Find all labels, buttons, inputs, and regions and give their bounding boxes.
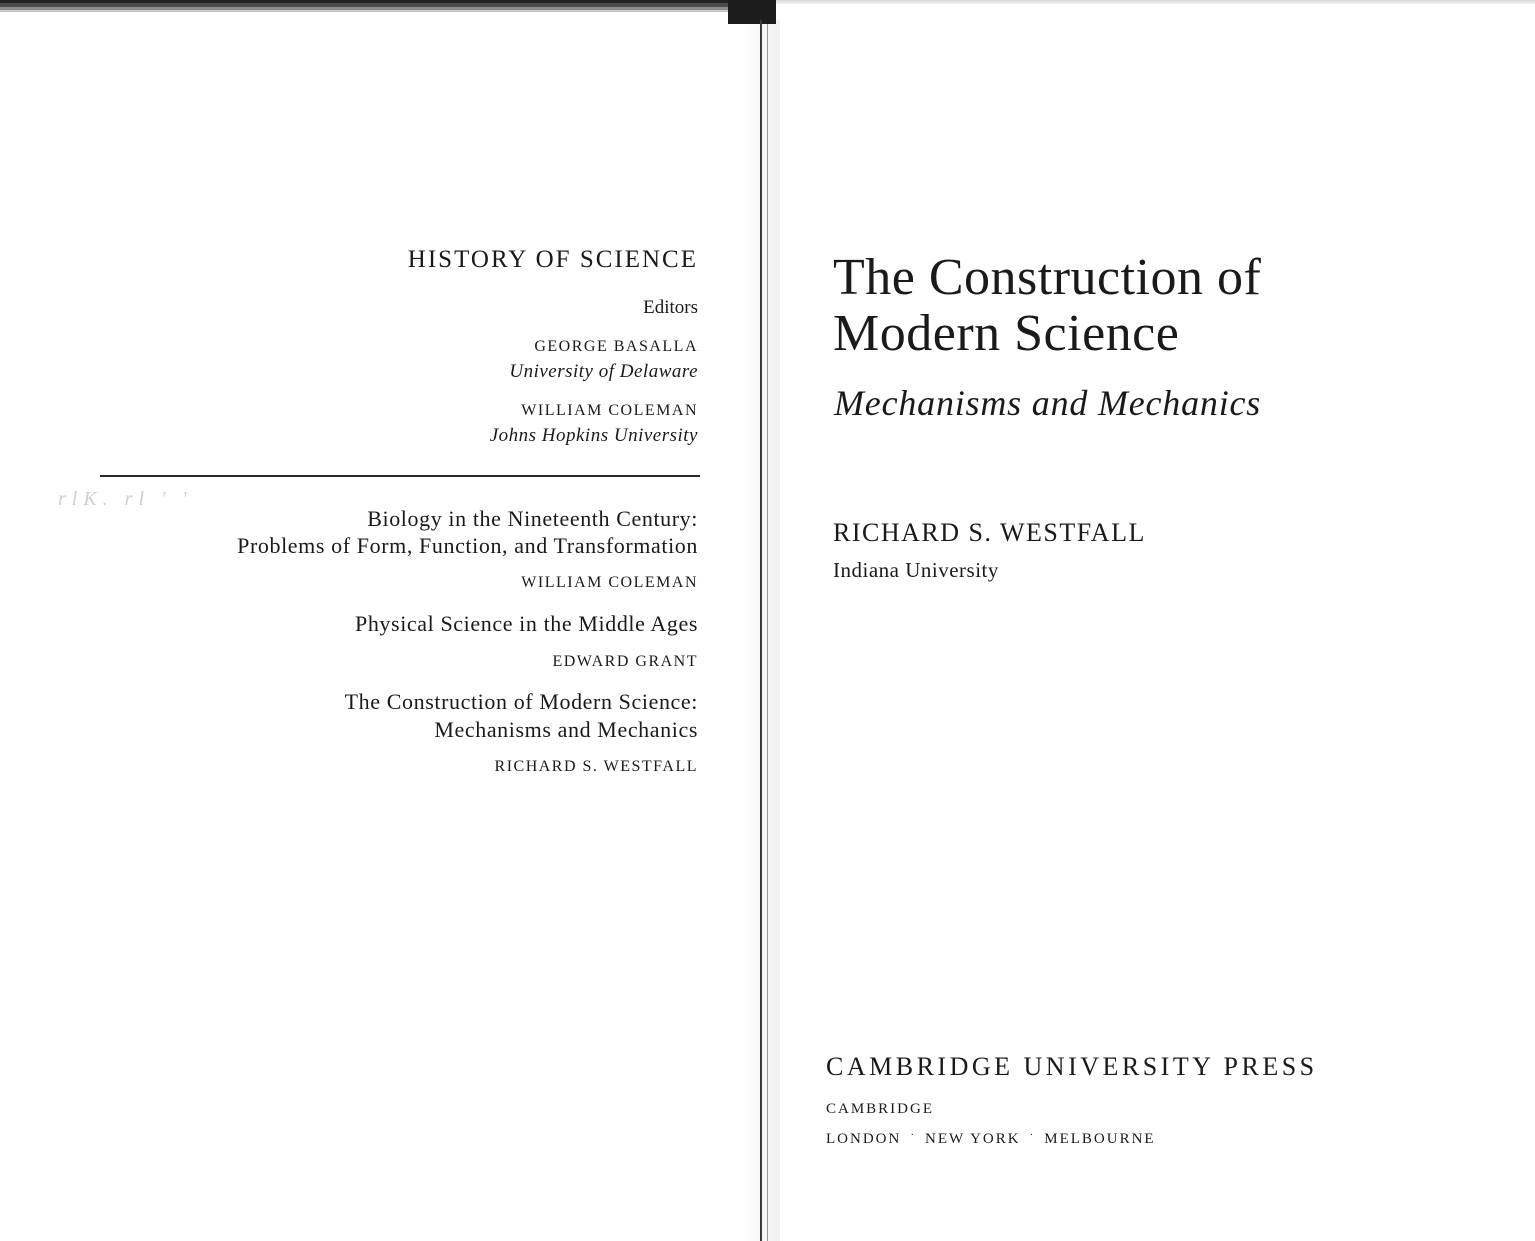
city-name: NEW YORK (925, 1131, 1021, 1147)
editor-affiliation: Johns Hopkins University (489, 425, 698, 446)
series-title: HISTORY OF SCIENCE (407, 246, 698, 273)
page-top-edge-right (776, 0, 1535, 4)
faded-stamp-mark: rlK. rl ' ' (58, 488, 193, 510)
editor-affiliation: University of Delaware (509, 361, 698, 382)
author-affiliation: Indiana University (833, 558, 999, 582)
page-top-edge-left (0, 0, 775, 12)
book-gutter-inner (767, 24, 768, 1241)
author-name: RICHARD S. WESTFALL (833, 518, 1146, 547)
editor-name: WILLIAM COLEMAN (521, 402, 698, 419)
editor-name: GEORGE BASALLA (534, 338, 698, 355)
book-author: RICHARD S. WESTFALL (494, 758, 698, 775)
book-gutter (760, 20, 762, 1241)
editors-label: Editors (643, 297, 698, 318)
book-title-line: The Construction of (833, 249, 1262, 306)
city-name: LONDON (826, 1131, 902, 1147)
book-author: EDWARD GRANT (552, 653, 698, 670)
book-title-line: Modern Science (833, 305, 1180, 362)
publisher-name: CAMBRIDGE UNIVERSITY PRESS (826, 1052, 1318, 1081)
book-title-line: Problems of Form, Function, and Transformation (237, 533, 698, 558)
book-author: WILLIAM COLEMAN (521, 574, 698, 591)
book-title (833, 250, 1261, 362)
book-title-line: The Construction of Modern Science: (344, 689, 698, 714)
book-title-line: Mechanisms and Mechanics (434, 717, 698, 742)
publisher-city: CAMBRIDGE (826, 1101, 935, 1117)
section-divider (100, 475, 700, 477)
book-subtitle: Mechanisms and Mechanics (834, 383, 1262, 423)
city-name: MELBOURNE (1044, 1131, 1156, 1147)
city-separator: · (910, 1129, 916, 1141)
book-title-line: Physical Science in the Middle Ages (355, 611, 698, 636)
city-separator: · (1029, 1129, 1036, 1141)
publisher-cities (826, 1131, 1156, 1148)
book-title-line: Biology in the Nineteenth Century: (367, 506, 698, 531)
